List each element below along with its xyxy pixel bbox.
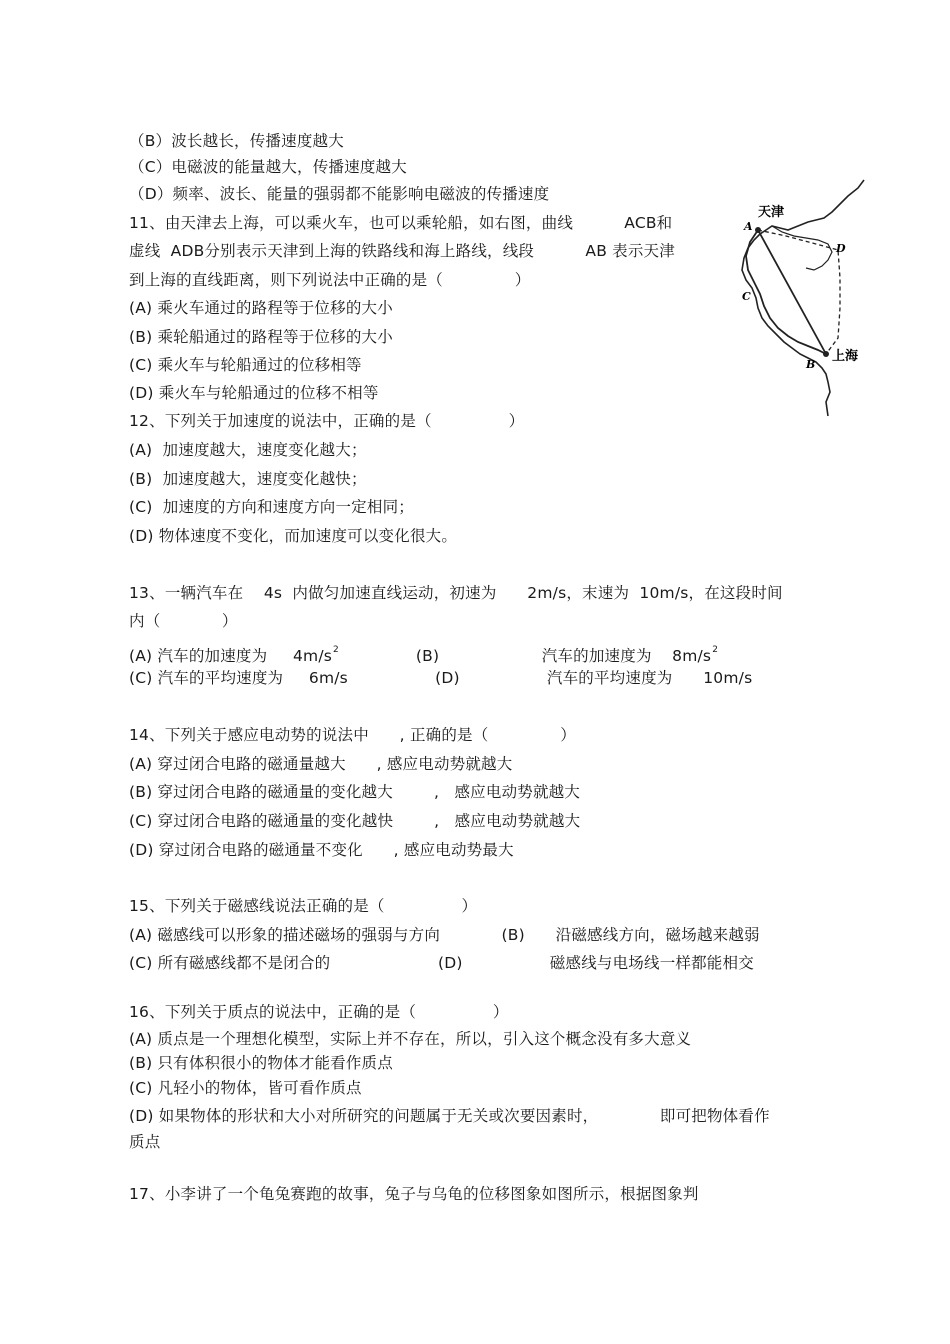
railway-curve-acb — [746, 230, 826, 354]
q16-option-c: (C) 凡轻小的物体，皆可看作质点 — [129, 1079, 362, 1097]
sea-route-adb — [758, 230, 840, 354]
q11-option-d: (D) 乘火车与轮船通过的位移不相等 — [129, 384, 379, 402]
q12-option-a: (A) 加速度越大，速度变化越大； — [129, 441, 367, 459]
q14-option-d: (D) 穿过闭合电路的磁通量不变化 , 感应电动势最大 — [129, 841, 514, 859]
q12-stem: 12、下列关于加速度的说法中，正确的是（ ） — [129, 412, 525, 430]
q11-stem-2: 虚线 ADB分别表示天津到上海的铁路线和海上路线，线段 AB 表示天津 — [129, 242, 675, 260]
q11-option-a: (A) 乘火车通过的路程等于位移的大小 — [129, 299, 393, 317]
q14-option-b: (B) 穿过闭合电路的磁通量的变化越大 , 感应电动势就越大 — [129, 783, 581, 801]
q17-stem: 17、小李讲了一个龟兔赛跑的故事，兔子与乌龟的位移图象如图所示，根据图象判 — [129, 1185, 699, 1203]
q15-options-ab: (A) 磁感线可以形象的描述磁场的强弱与方向 (B) 沿磁感线方向，磁场越来越弱 — [129, 926, 760, 944]
q16-stem: 16、下列关于质点的说法中，正确的是（ ） — [129, 1003, 509, 1021]
q13-stem-2: 内（ ） — [129, 612, 238, 630]
q16-option-d: (D) 如果物体的形状和大小对所研究的问题属于无关或次要因素时， 即可把物体看作 — [129, 1107, 770, 1125]
q11-stem-3: 到上海的直线距离，则下列说法中正确的是（ ） — [129, 271, 531, 289]
q12-option-b: (B) 加速度越大，速度变化越快； — [129, 470, 367, 488]
option-b-prev: （B）波长越长，传播速度越大 — [129, 132, 344, 150]
option-d-prev: （D）频率、波长、能量的强弱都不能影响电磁波的传播速度 — [129, 185, 550, 203]
q15-stem: 15、下列关于磁感线说法正确的是（ ） — [129, 897, 478, 915]
q13-option-a: (A) 汽车的加速度为 4m/s — [129, 647, 333, 665]
q16-option-d-cont: 质点 — [129, 1133, 161, 1151]
label-d: D — [836, 242, 846, 255]
label-a: A — [744, 220, 753, 233]
q13-stem-1: 13、一辆汽车在 4s 内做匀加速直线运动，初速为 2m/s，末速为 10m/s，在这段时间 — [129, 584, 783, 602]
q15-options-cd: (C) 所有磁感线都不是闭合的 (D) 磁感线与电场线一样都能相交 — [129, 954, 754, 972]
route-map-figure — [736, 178, 876, 418]
q13-options-ab — [129, 640, 718, 666]
segment-ab — [758, 230, 826, 354]
coastline-inner — [772, 226, 832, 270]
q11-option-c: (C) 乘火车与轮船通过的位移相等 — [129, 356, 362, 374]
label-c: C — [742, 290, 751, 303]
q16-option-a: (A) 质点是一个理想化模型，实际上并不存在，所以，引入这个概念没有多大意义 — [129, 1030, 692, 1048]
label-tianjin: 天津 — [758, 205, 785, 220]
point-b — [823, 351, 829, 357]
q11-option-b: (B) 乘轮船通过的路程等于位移的大小 — [129, 328, 393, 346]
q16-option-b: (B) 只有体积很小的物体才能看作质点 — [129, 1054, 393, 1072]
superscript-2: 2 — [712, 645, 719, 655]
q14-stem: 14、下列关于感应电动势的说法中 , 正确的是（ ） — [129, 726, 576, 744]
q12-option-d: (D) 物体速度不变化，而加速度可以变化很大。 — [129, 527, 458, 545]
option-c-prev: （C）电磁波的能量越大，传播速度越大 — [129, 158, 407, 176]
q13-option-b: (B) 汽车的加速度为 8m/s — [338, 647, 712, 665]
label-b: B — [806, 358, 816, 371]
label-shanghai: 上海 — [832, 349, 859, 364]
superscript-2: 2 — [333, 645, 339, 655]
q11-stem-1: 11、由天津去上海，可以乘火车，也可以乘轮船，如右图，曲线 ACB和 — [129, 214, 673, 232]
point-a — [755, 227, 761, 233]
q14-option-a: (A) 穿过闭合电路的磁通量越大 , 感应电动势就越大 — [129, 755, 513, 773]
q13-options-cd: (C) 汽车的平均速度为 6m/s (D) 汽车的平均速度为 10m/s — [129, 669, 753, 687]
q14-option-c: (C) 穿过闭合电路的磁通量的变化越快 , 感应电动势就越大 — [129, 812, 581, 830]
q12-option-c: (C) 加速度的方向和速度方向一定相同； — [129, 498, 414, 516]
